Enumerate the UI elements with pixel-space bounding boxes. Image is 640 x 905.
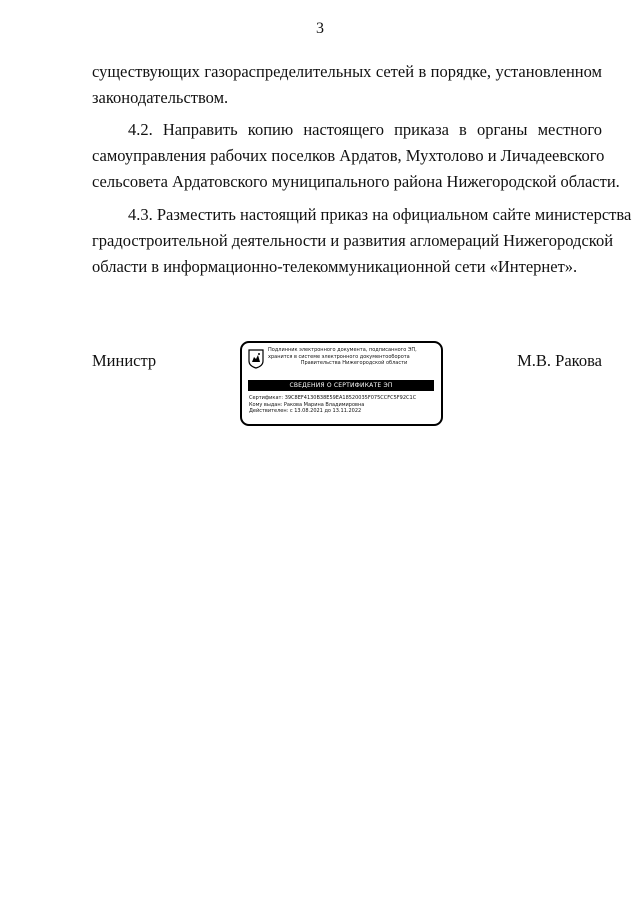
- coat-of-arms-icon: [248, 349, 264, 369]
- paragraph-4-2-line-3: сельсовета Ардатовского муниципального района Нижегородской области.: [92, 172, 620, 191]
- certificate-validity: Действителен: с 13.08.2021 до 13.11.2022: [249, 408, 362, 415]
- stamp-header-line-3: Правительства Нижегородской области: [300, 360, 408, 366]
- signer-name: М.В. Ракова: [517, 351, 602, 370]
- paragraph-4-3-line-1: 4.3. Разместить настоящий приказ на официальном сайте министерства: [128, 205, 632, 224]
- paragraph-4-3-line-3: области в информационно-телекоммуникационной сети «Интернет».: [92, 257, 578, 276]
- stamp-certificate-bar: СВЕДЕНИЯ О СЕРТИФИКАТЕ ЭП: [248, 380, 434, 391]
- body-line-2: законодательством.: [92, 88, 229, 107]
- page-number: 3: [316, 20, 324, 37]
- stamp-header-line-2: хранится в системе электронного документооборота: [268, 353, 410, 360]
- paragraph-4-2-line-1: 4.2. Направить копию настоящего приказа в органы местного: [128, 120, 602, 139]
- paragraph-4-2-line-2: самоуправления рабочих поселков Ардатов, Мухтолово и Личадеевского: [92, 146, 605, 165]
- signer-title: Министр: [92, 351, 157, 370]
- stamp-certificate-info: [249, 395, 439, 415]
- certificate-owner: Кому выдан: Ракова Марина Владимировна: [249, 401, 365, 408]
- certificate-number: Сертификат: 39C8EF4130B38E59EA18520035F075CCFC5F92C1C: [249, 395, 417, 401]
- paragraph-4-3-line-2: градостроительной деятельности и развития агломераций Нижегородской: [92, 231, 614, 250]
- electronic-signature-stamp: [240, 341, 443, 426]
- stamp-header-line-1: Подлинник электронного документа, подписанного ЭП,: [268, 347, 417, 353]
- stamp-header: [268, 347, 440, 367]
- body-line-1: существующих газораспределительных сетей в порядке, установленном: [92, 62, 602, 81]
